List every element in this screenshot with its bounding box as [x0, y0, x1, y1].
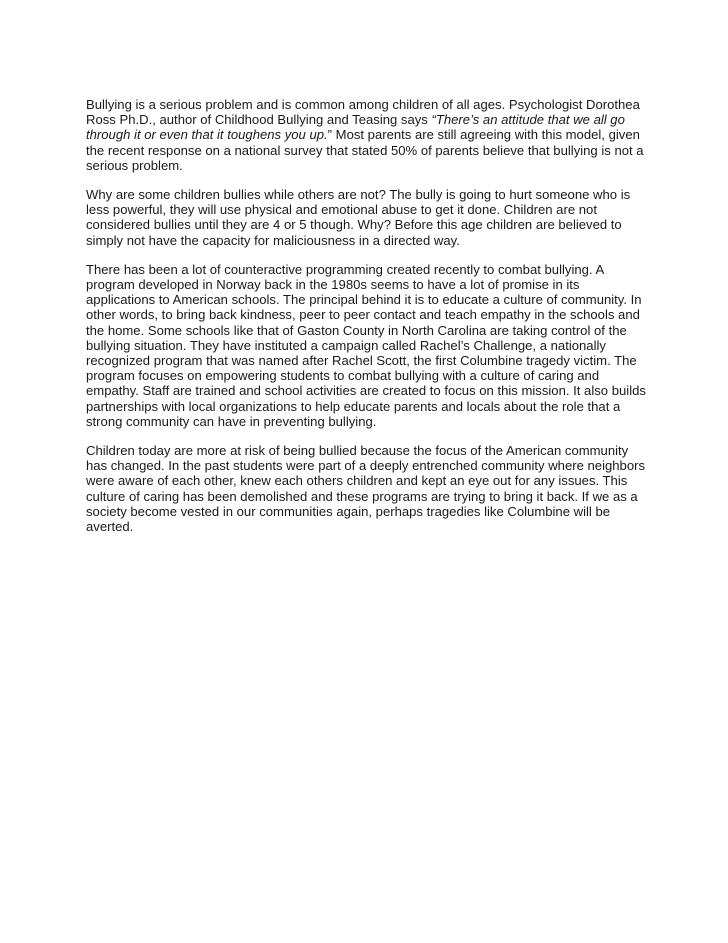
paragraph-1-text-after: ” Most parents are still agreeing with this model, given the recent response on a national survey that stated 50% of parents believe that bullying is not a serious problem.: [86, 127, 644, 173]
paragraph-2: Why are some children bullies while others are not? The bully is going to hurt someone who is less powerful, they will use physical and emotional abuse to get it done. Children are not considered bullies until they are 4 or 5 though. Why? Before this age children are believed to simply not have the capacity for maliciousness in a directed way.: [86, 187, 631, 248]
document-body: [86, 97, 646, 548]
paragraph-4: Children today are more at risk of being bullied because the focus of the American community has changed. In the past students were part of a deeply entrenched community where neighbors were aware of each other, knew each others children and kept an eye out for any issues. This culture of caring has been demolished and these programs are trying to bring it back. If we as a society become vested in our communities again, perhaps tragedies like Columbine will be averted.: [86, 443, 646, 535]
paragraph-1-text: Bullying is a serious problem and is common among children of all ages. Psychologist Dorothea Ross Ph.D., author of Childhood Bullying and Teasing says: [86, 97, 640, 128]
paragraph-1: [86, 97, 646, 173]
paragraph-3: There has been a lot of counteractive programming created recently to combat bullying. A program developed in Norway back in the 1980s seems to have a lot of promise in its applications to American schools. The principal behind it is to educate a culture of community. In other words, to bring back kindness, peer to peer contact and teach empathy in the schools and the home. Some schools like that of Gaston County in North Carolina are taking control of the bullying situation. They have instituted a campaign called Rachel’s Challenge, a nationally recognized program that was named after Rachel Scott, the first Columbine tragedy victim. The program focuses on empowering students to combat bullying with a culture of caring and empathy. Staff are trained and school activities are created to focus on this mission. It also builds partnerships with local organizations to help educate parents and locals about the role that a strong community can have in preventing bullying.: [86, 261, 646, 429]
paragraph-1-quote: “There’s an attitude that we all go through it or even that it toughens you up.: [86, 112, 625, 143]
